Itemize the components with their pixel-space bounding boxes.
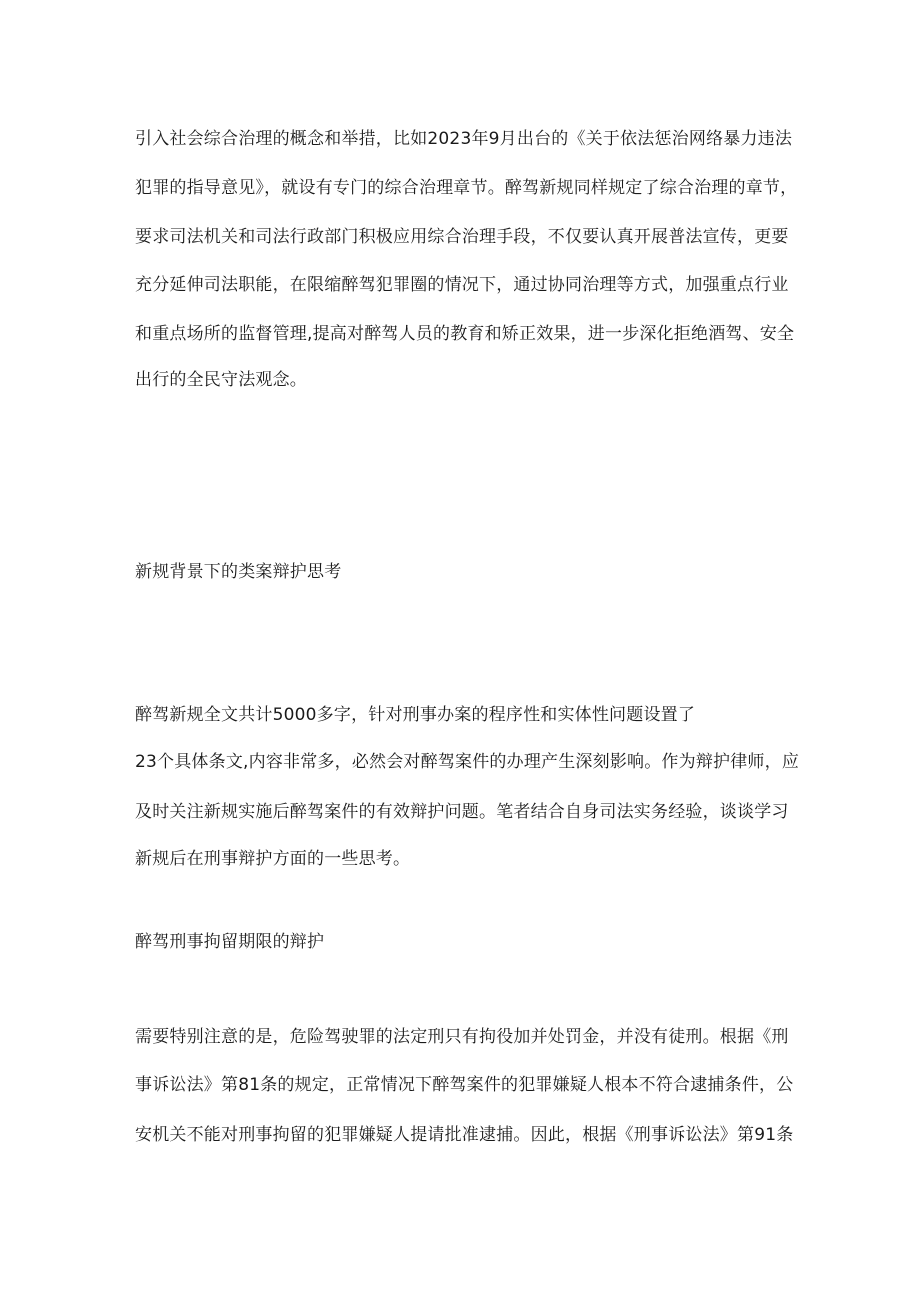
paragraph-1-line-2: 犯罪的指导意见》，就设有专门的综合治理章节。醉驾新规同样规定了综合治理的章节， [135,178,798,198]
paragraph-2-line-2: 23个具体条文,内容非常多，必然会对醉驾案件的办理产生深刻影响。作为辩护律师，应 [135,752,800,772]
paragraph-2-line-3: 及时关注新规实施后醉驾案件的有效辩护问题。笔者结合自身司法实务经验，谈谈学习 [135,802,789,822]
paragraph-1-line-1: 引入社会综合治理的概念和举措，比如2023年9月出台的《关于依法惩治网络暴力违法 [135,129,793,149]
paragraph-1-line-6: 出行的全民守法观念。 [135,370,307,390]
section-heading-2: 醉驾刑事拘留期限的辩护 [135,932,325,952]
paragraph-3-line-1: 需要特别注意的是，危险驾驶罪的法定刑只有拘役加并处罚金，并没有徒刑。根据《刑 [135,1027,789,1047]
paragraph-1-line-4: 充分延伸司法职能，在限缩醉驾犯罪圈的情况下，通过协同治理等方式，加强重点行业 [135,275,789,295]
paragraph-1-line-5: 和重点场所的监督管理,提高对醉驾人员的教育和矫正效果，进一步深化拒绝酒驾、安全 [135,324,795,344]
paragraph-3-line-3: 安机关不能对刑事拘留的犯罪嫌疑人提请批准逮捕。因此，根据《刑事诉讼法》第91条 [135,1125,794,1145]
paragraph-2-line-1: 醉驾新规全文共计5000多字，针对刑事办案的程序性和实体性问题设置了 [135,705,696,725]
paragraph-1-line-3: 要求司法机关和司法行政部门积极应用综合治理手段，不仅要认真开展普法宣传，更要 [135,227,789,247]
section-heading-1: 新规背景下的类案辩护思考 [135,562,342,582]
paragraph-2-line-4: 新规后在刑事辩护方面的一些思考。 [135,849,411,869]
paragraph-3-line-2: 事诉讼法》第81条的规定，正常情况下醉驾案件的犯罪嫌疑人根本不符合逮捕条件，公 [135,1075,794,1095]
